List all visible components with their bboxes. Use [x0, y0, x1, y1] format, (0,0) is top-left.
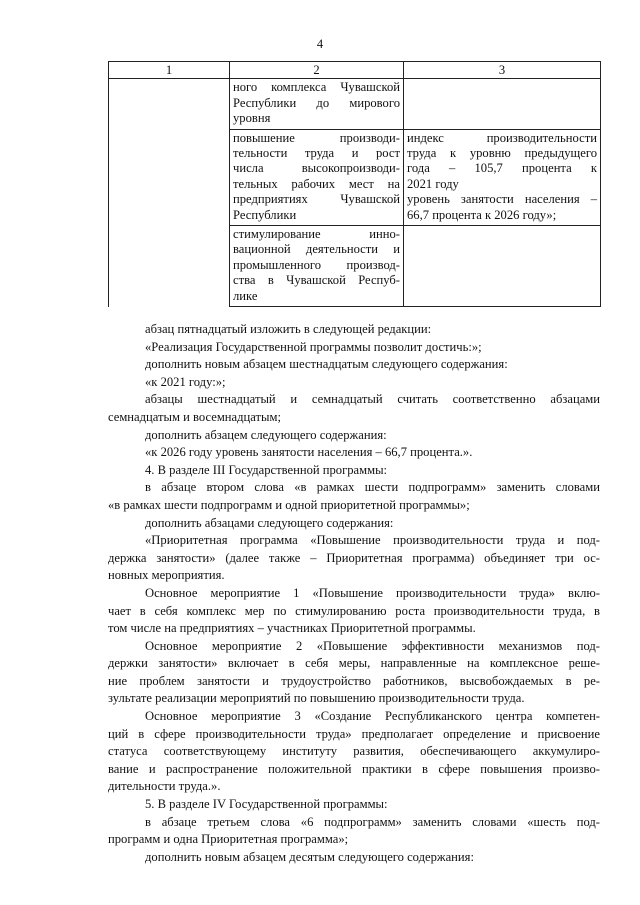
paragraph	[108, 796, 600, 814]
column-header: 3	[404, 62, 601, 79]
cell-line: лике	[233, 288, 258, 303]
paragraph-line: том числе на предприятиях – участниках Приоритетной программы.	[108, 621, 476, 636]
paragraph-line: «в рамках шести подпрограмм и одной приоритетной программы»;	[108, 497, 470, 512]
table-cell	[404, 79, 601, 129]
paragraph	[108, 462, 600, 480]
cell-line: 66,7 процента к 2026 году»;	[407, 207, 557, 222]
paragraph-line: абзац пятнадцатый изложить в следующей редакции:	[145, 322, 432, 336]
paragraph-line: 5. В разделе IV Государственной программы:	[145, 797, 388, 812]
paragraph-line: дополнить абзацем следующего содержания:	[145, 427, 387, 442]
paragraph	[108, 849, 600, 867]
paragraph-line: «к 2021 году:»;	[145, 374, 226, 389]
paragraph-line: держка занятости» (далее также – Приоритетная программа) объединяет три ос-	[108, 550, 600, 565]
paragraph	[108, 479, 600, 514]
paragraph-line: «к 2026 году уровень занятости населения – 66,7 процента.».	[145, 445, 473, 460]
cell-line: ного комплекса Чувашской	[233, 80, 400, 95]
paragraph-line: «Приоритетная программа «Повышение производительности труда и под-	[145, 533, 600, 548]
cell-line: труда к уровню предыдущего	[407, 146, 597, 161]
paragraph	[108, 708, 600, 796]
paragraph-line: дополнить новым абзацем шестнадцатым следующего содержания:	[145, 357, 508, 372]
cell-line: Республики	[233, 207, 297, 222]
paragraph	[108, 515, 600, 533]
paragraph-line: абзацы шестнадцатый и семнадцатый считать соответственно абзацами	[145, 392, 600, 407]
cell-line: тельных рабочих мест на	[233, 176, 400, 191]
cell-line: стимулирование инно-	[233, 227, 400, 242]
table-row	[109, 129, 601, 225]
paragraph-line: зультате реализации мероприятий по повышению производительности труда.	[108, 691, 525, 706]
table-cell	[109, 79, 230, 129]
paragraph	[108, 321, 600, 339]
paragraph-line: семнадцатым и восемнадцатым;	[108, 409, 281, 424]
table-cell	[109, 129, 230, 225]
paragraph	[108, 814, 600, 849]
paragraph-line: Основное мероприятие 1 «Повышение производительности труда» вклю-	[145, 585, 600, 600]
paragraph-line: чает в себя комплекс мер по стимулированию роста производительности труда, в	[108, 603, 600, 618]
cell-line: индекс производительности	[407, 130, 597, 145]
cell-line: повышение производи-	[233, 130, 400, 145]
table-cell	[109, 226, 230, 307]
cell-line: Республики до мирового	[233, 95, 400, 110]
paragraph	[108, 391, 600, 426]
paragraph-line: вание и распространение положительной практики в сфере повышения произво-	[108, 761, 600, 776]
cell-line: уровень занятости населения –	[407, 192, 597, 207]
paragraph-line: держки занятости» включает в себя меры, направленные на комплексное реше-	[108, 656, 600, 671]
cell-line: уровня	[233, 111, 271, 126]
table-cell	[230, 79, 404, 129]
cell-line: 2021 году	[407, 176, 459, 191]
cell-line: года – 105,7 процента к	[407, 161, 597, 176]
paragraph-line: новных мероприятия.	[108, 568, 225, 583]
paragraph	[108, 444, 600, 462]
table-header-row	[109, 62, 601, 79]
program-table	[108, 61, 601, 307]
paragraph-line: дительности труда.».	[108, 779, 221, 794]
paragraph	[108, 585, 600, 638]
column-header: 2	[230, 62, 404, 79]
paragraph-line: программ и одна Приоритетная программа»;	[108, 832, 349, 847]
paragraph-line: «Реализация Государственной программы позволит достичь:»;	[145, 339, 482, 354]
paragraph	[108, 532, 600, 585]
cell-line: числа высокопроизводи-	[233, 161, 400, 176]
page-number: 4	[316, 37, 324, 51]
paragraph	[108, 638, 600, 708]
column-header: 1	[109, 62, 230, 79]
table-cell	[230, 129, 404, 225]
document-body	[108, 321, 600, 866]
paragraph	[108, 356, 600, 374]
paragraph-line: статуса соответствующему институту развития, обеспечивающего аккумулиро-	[108, 744, 600, 759]
paragraph-line: в абзаце втором слова «в рамках шести подпрограмм» заменить словами	[145, 480, 600, 495]
paragraph	[108, 374, 600, 392]
paragraph	[108, 427, 600, 445]
paragraph-line: в абзаце третьем слова «6 подпрограмм» заменить словами «шесть под-	[145, 814, 600, 829]
paragraph-line: Основное мероприятие 2 «Повышение эффективности механизмов под-	[145, 638, 600, 653]
cell-line: предприятиях Чувашской	[233, 192, 400, 207]
table-row	[109, 226, 601, 307]
table-cell	[230, 226, 404, 307]
paragraph-line: 4. В разделе III Государственной программы:	[145, 462, 388, 477]
cell-line: промышленного производ-	[233, 257, 400, 272]
paragraph	[108, 339, 600, 357]
paragraph-line: ций в сфере производительности труда» предполагает определение и присвоение	[108, 726, 600, 741]
paragraph-line: дополнить новым абзацем десятым следующего содержания:	[145, 849, 474, 864]
paragraph-line: дополнить абзацами следующего содержания:	[145, 515, 394, 530]
table-row	[109, 79, 601, 129]
paragraph-line: Основное мероприятие 3 «Создание Республиканского центра компетен-	[145, 709, 600, 724]
paragraph-line: ние проблем занятости и трудоустройство работников, высвобождаемых в ре-	[108, 673, 600, 688]
table-cell	[404, 129, 601, 225]
cell-line: вационной деятельности и	[233, 242, 400, 257]
cell-line: тельности труда и рост	[233, 146, 400, 161]
cell-line: ства в Чувашской Респуб-	[233, 273, 400, 288]
table-cell	[404, 226, 601, 307]
